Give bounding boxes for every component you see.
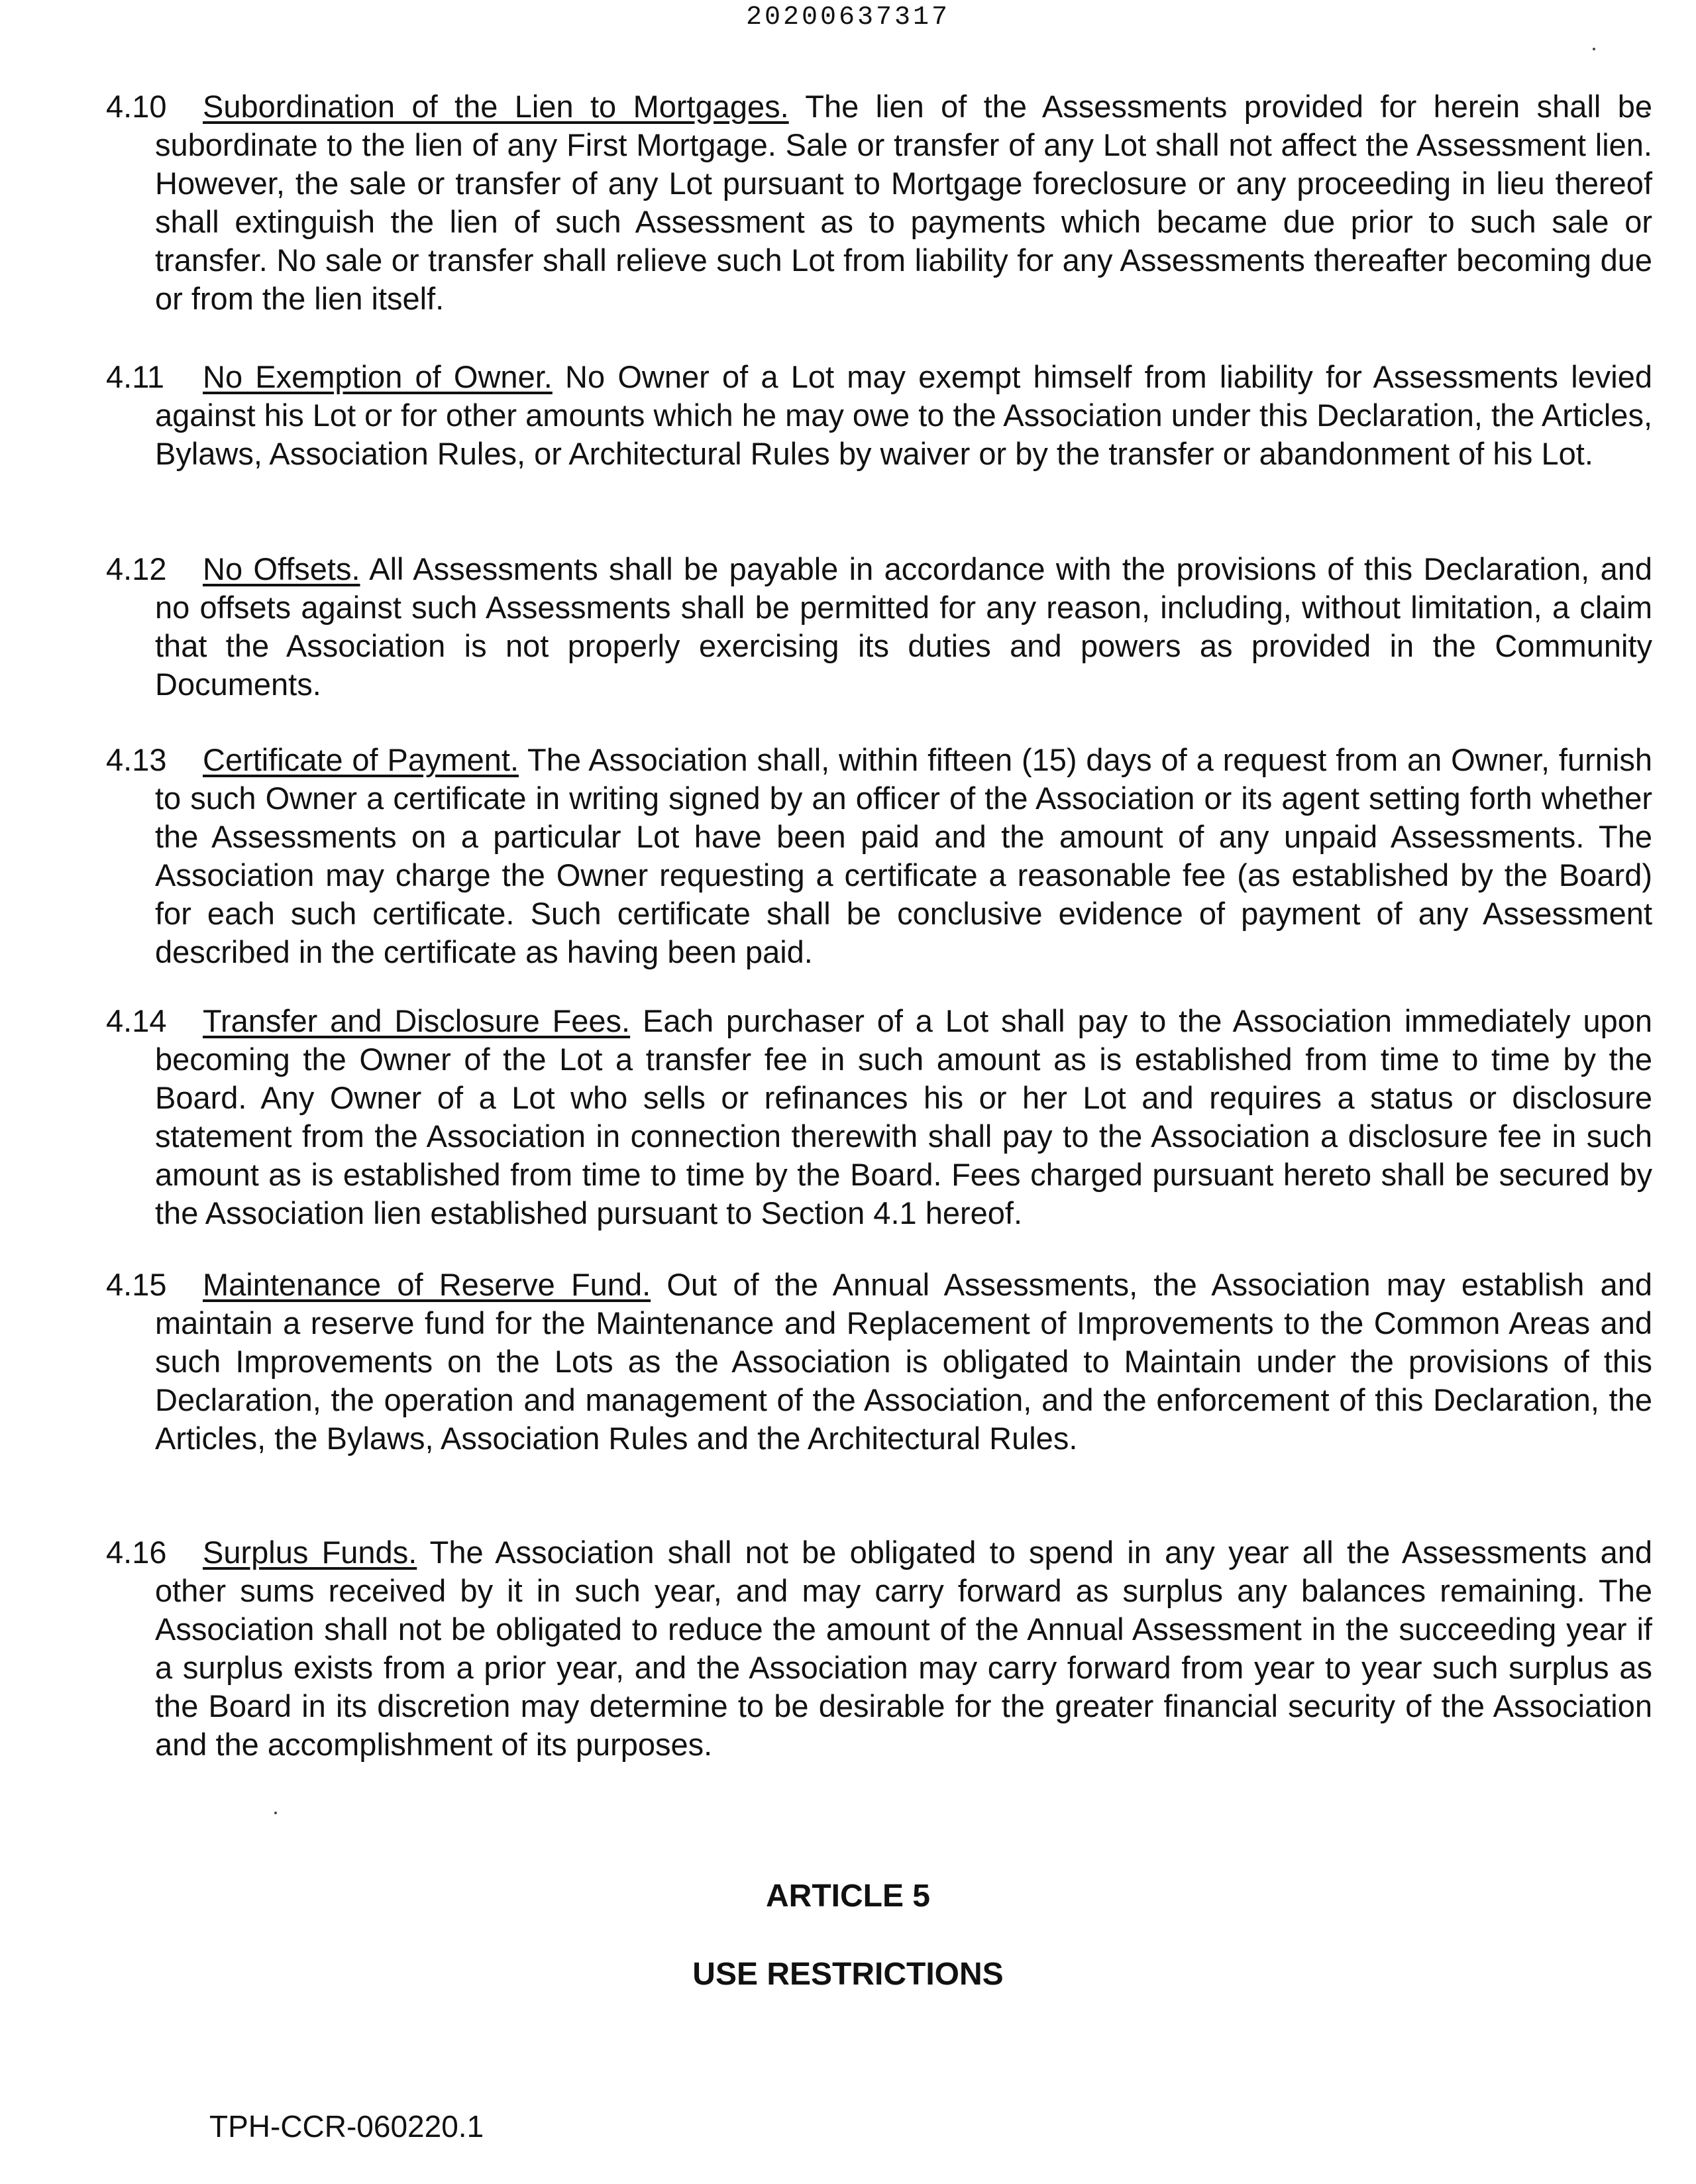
document-number: 20200637317 [745, 3, 951, 32]
section-body: No Owner of a Lot may exempt himself from liability for Assessments levied against his Lot or for other amounts which he may owe to the Association under this Declaration, the Articles, Bylaws, Association Rules, or Architectural Rules by waiver or by the transfer or abandonment of his Lot. [155, 359, 1653, 471]
section-number: 4.10 [106, 89, 167, 124]
section-number: 4.15 [106, 1267, 167, 1302]
section-number: 4.16 [106, 1535, 167, 1570]
section-title: Certificate of Payment. [203, 742, 519, 777]
section-4-13 [106, 741, 1652, 971]
section-number: 4.13 [106, 742, 167, 777]
section-4-10 [106, 87, 1652, 318]
section-title: No Offsets. [203, 551, 360, 586]
section-number: 4.11 [106, 359, 164, 394]
section-body: All Assessments shall be payable in accordance with the provisions of this Declaration, and no offsets against such Assessments shall be permitted for any reason, including, without limitation, a claim that the Association is not properly exercising its duties and powers as provided in the Community Documents. [155, 551, 1652, 702]
scan-speck [274, 1812, 277, 1814]
section-body: Out of the Annual Assessments, the Association may establish and maintain a reserve fund for the Maintenance and Replacement of Improvements to the Common Areas and such Improvements on the Lots as the Association is obligated to Maintain under the provisions of this Declaration, the operation and management of the Association, and the enforcement of this Declaration, the Articles, the Bylaws, Association Rules and the Architectural Rules. [155, 1267, 1652, 1456]
section-title: Maintenance of Reserve Fund. [203, 1267, 651, 1302]
section-body: The Association shall not be obligated to spend in any year all the Assessments and other sums received by it in such year, and may carry forward as surplus any balances remaining. The Association shall not be obligated to reduce the amount of the Annual Assessment in the succeeding year if a surplus exists from a prior year, and the Association may carry forward from year to year such surplus as the Board in its discretion may determine to be desirable for the greater financial security of the Association and the accomplishment of its purposes. [155, 1535, 1652, 1762]
section-4-12 [106, 550, 1652, 704]
section-title: Transfer and Disclosure Fees. [203, 1003, 631, 1038]
article-title: USE RESTRICTIONS [692, 1957, 1004, 1992]
footer-document-code: TPH-CCR-060220.1 [209, 2109, 484, 2144]
section-number: 4.14 [106, 1003, 167, 1038]
section-title: Subordination of the Lien to Mortgages. [203, 89, 789, 124]
section-4-16 [106, 1533, 1652, 1764]
section-4-15 [106, 1266, 1652, 1458]
section-title: No Exemption of Owner. [203, 359, 553, 394]
section-4-14 [106, 1002, 1652, 1232]
section-title: Surplus Funds. [203, 1535, 417, 1570]
article-label: ARTICLE 5 [765, 1879, 930, 1914]
section-body: The Association shall, within fifteen (15) days of a request from an Owner, furnish to such Owner a certificate in writing signed by an officer of the Association or its agent setting forth whether the Assessments on a particular Lot have been paid and the amount of any unpaid Assessments. The Association may charge the Owner requesting a certificate a reasonable fee (as established by the Board) for each such certificate. Such certificate shall be conclusive evidence of payment of any Assessment described in the certificate as having been paid. [155, 742, 1652, 969]
scan-speck [1593, 48, 1595, 50]
section-4-11 [106, 358, 1652, 473]
section-body: The lien of the Assessments provided for herein shall be subordinate to the lien of any First Mortgage. Sale or transfer of any Lot shall not affect the Assessment lien. However, the sale or transfer of any Lot pursuant to Mortgage foreclosure or any proceeding in lieu thereof shall extinguish the lien of such Assessment as to payments which became due prior to such sale or transfer. No sale or transfer shall relieve such Lot from liability for any Assessments thereafter becoming due or from the lien itself. [155, 89, 1652, 316]
section-number: 4.12 [106, 551, 167, 586]
section-body: Each purchaser of a Lot shall pay to the Association immediately upon becoming the Owner of the Lot a transfer fee in such amount as is established from time to time by the Board. Any Owner of a Lot who sells or refinances his or her Lot and requires a status or disclosure statement from the Association in connection therewith shall pay to the Association a disclosure fee in such amount as is established from time to time by the Board. Fees charged pursuant hereto shall be secured by the Association lien established pursuant to Section 4.1 hereof. [155, 1003, 1653, 1230]
